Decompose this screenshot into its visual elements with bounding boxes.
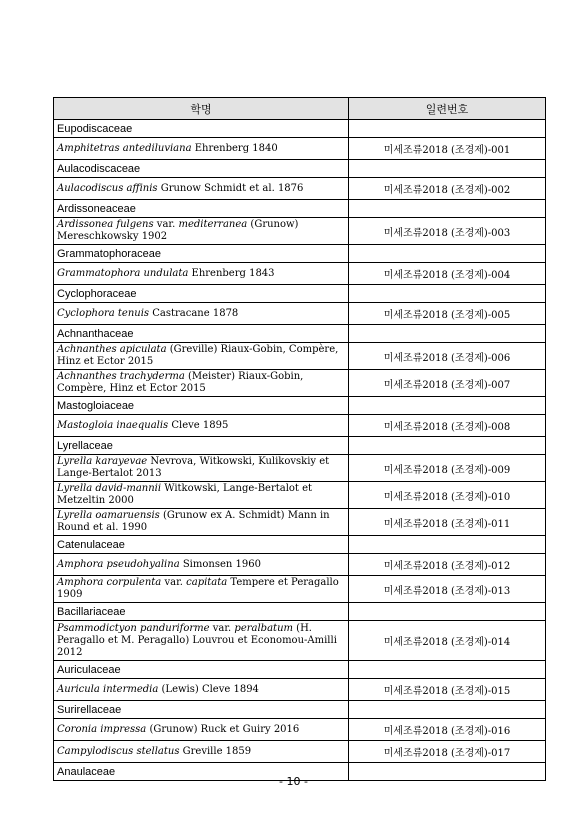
species-serial-number: 미세조류2018 (조경제)-006 [349,343,546,370]
family-row [54,536,546,554]
species-name [54,218,349,245]
family-serial-empty [349,325,546,343]
species-name [54,554,349,576]
header-serial-number: 일련번호 [349,98,546,120]
species-name [54,576,349,603]
species-serial-number: 미세조류2018 (조경제)-001 [349,138,546,160]
species-name-authority: Simonsen 1960 [179,558,261,570]
family-name: Aulacodiscaceae [54,160,349,178]
species-serial-number: 미세조류2018 (조경제)-014 [349,621,546,661]
family-serial-empty [349,437,546,455]
family-serial-empty [349,536,546,554]
species-name-italic: Lyrella karayevae [57,456,148,467]
family-serial-empty [349,285,546,303]
family-serial-empty [349,661,546,679]
species-row [54,621,546,661]
species-name-authority: Greville 1859 [179,745,252,757]
species-serial-number: 미세조류2018 (조경제)-011 [349,509,546,536]
species-name-italic: Lyrella oamaruensis [57,510,160,521]
species-serial-number: 미세조류2018 (조경제)-009 [349,455,546,482]
species-row [54,554,546,576]
family-serial-empty [349,701,546,719]
species-name-italic: Amphora pseudohyalina [57,558,180,570]
family-name: Anaulaceae [54,763,349,781]
species-name-italic: Coronia impressa [57,723,147,735]
family-name: Grammatophoraceae [54,245,349,263]
family-row [54,701,546,719]
species-name [54,455,349,482]
family-name: Mastogloiaceae [54,397,349,415]
species-serial-number: 미세조류2018 (조경제)-013 [349,576,546,603]
species-row [54,178,546,200]
family-row [54,325,546,343]
species-name-italic: mediterranea [178,219,248,230]
species-name-italic: Amphitetras antediluviana [57,142,192,154]
species-name-italic: Achnanthes apiculata [57,344,167,355]
page-number: - 10 - [279,775,308,788]
family-serial-empty [349,245,546,263]
species-name-authority: (Grunow) Ruck et Guiry 2016 [146,723,300,735]
species-serial-number: 미세조류2018 (조경제)-016 [349,719,546,741]
family-serial-empty [349,160,546,178]
species-name-italic: Ardissonea fulgens [57,219,154,230]
family-serial-empty [349,603,546,621]
table-header-row [54,98,546,120]
species-row [54,741,546,763]
species-serial-number: 미세조류2018 (조경제)-010 [349,482,546,509]
species-serial-number: 미세조류2018 (조경제)-007 [349,370,546,397]
species-name-italic: Mastogloia inaequalis [57,419,169,431]
species-name-italic: Achnanthes trachyderma [57,371,185,382]
family-row [54,200,546,218]
family-name: Cyclophoraceae [54,285,349,303]
species-row [54,138,546,160]
species-name-italic: Aulacodiscus affinis [57,182,158,194]
species-name-authority: Grunow Schmidt et al. 1876 [157,182,304,194]
species-row [54,576,546,603]
species-name-authority: var. [153,219,179,230]
family-name: Lyrellaceae [54,437,349,455]
species-name-authority: (Grunow) Mereschkowsky 1902 [57,219,299,242]
species-name [54,509,349,536]
family-name: Bacillariaceae [54,603,349,621]
species-name-authority: Nevrova, Witkowski, Kulikovskiy et Lange-Bertalot 2013 [57,456,330,479]
species-name [54,719,349,741]
species-name-authority: (Lewis) Cleve 1894 [158,683,259,695]
species-serial-number: 미세조류2018 (조경제)-017 [349,741,546,763]
species-serial-number: 미세조류2018 (조경제)-008 [349,415,546,437]
family-row [54,285,546,303]
species-row [54,263,546,285]
species-name-authority: Castracane 1878 [149,307,239,319]
species-row [54,303,546,325]
species-name-authority: Ehrenberg 1840 [191,142,278,154]
species-name-authority: (Grunow ex A. Schmidt) Mann in Round et al. 1990 [57,510,330,533]
species-name [54,263,349,285]
species-row [54,509,546,536]
family-serial-empty [349,397,546,415]
species-row [54,455,546,482]
species-table [53,97,546,781]
species-name [54,303,349,325]
family-row [54,437,546,455]
family-name: Eupodiscaceae [54,120,349,138]
species-name [54,178,349,200]
species-name [54,482,349,509]
species-row [54,679,546,701]
species-name-italic: Psammodictyon panduriforme [57,622,210,634]
family-row [54,160,546,178]
species-serial-number: 미세조류2018 (조경제)-002 [349,178,546,200]
species-row [54,218,546,245]
species-serial-number: 미세조류2018 (조경제)-012 [349,554,546,576]
species-name-italic: Cyclophora tenuis [57,307,150,319]
species-name-authority: Tempere et Peragallo 1909 [57,577,339,600]
family-serial-empty [349,200,546,218]
table-body [54,120,546,781]
species-name [54,415,349,437]
species-name-authority: var. [161,577,187,588]
species-name-italic: Amphora corpulenta [57,577,162,588]
species-row [54,370,546,397]
family-name: Auriculaceae [54,661,349,679]
family-row [54,603,546,621]
family-row [54,397,546,415]
species-row [54,482,546,509]
species-row [54,719,546,741]
family-name: Ardissoneaceae [54,200,349,218]
species-name [54,343,349,370]
species-name-authority: var. [209,622,235,634]
species-name [54,370,349,397]
header-scientific-name: 학명 [54,98,349,120]
species-serial-number: 미세조류2018 (조경제)-015 [349,679,546,701]
species-name-authority: (Greville) Riaux-Gobin, Compère, Hinz et Ector 2015 [57,344,339,367]
family-name: Catenulaceae [54,536,349,554]
family-row [54,245,546,263]
family-name: Achnanthaceae [54,325,349,343]
species-name-italic: Lyrella david-mannii [57,483,162,494]
species-name-italic: peralbatum [234,622,293,634]
species-serial-number: 미세조류2018 (조경제)-003 [349,218,546,245]
species-name [54,621,349,661]
species-row [54,343,546,370]
species-name-authority: Ehrenberg 1843 [188,267,275,279]
species-name-authority: (H. Peragallo et M. Peragallo) Louvrou et Economou-Amilli 2012 [57,622,337,658]
species-name-authority: (Meister) Riaux-Gobin, Compère, Hinz et Ector 2015 [57,371,304,394]
species-row [54,415,546,437]
species-name [54,741,349,763]
species-name-authority: Cleve 1895 [168,419,229,431]
family-row [54,120,546,138]
species-name-italic: capitata [186,577,228,588]
species-name [54,679,349,701]
family-name: Surirellaceae [54,701,349,719]
species-name-italic: Campylodiscus stellatus [57,745,180,757]
species-serial-number: 미세조류2018 (조경제)-005 [349,303,546,325]
species-serial-number: 미세조류2018 (조경제)-004 [349,263,546,285]
family-row [54,661,546,679]
species-name-italic: Auricula intermedia [57,683,159,695]
species-name [54,138,349,160]
species-name-authority: Witkowski, Lange-Bertalot et Metzeltin 2000 [57,483,313,506]
family-serial-empty [349,120,546,138]
species-name-italic: Grammatophora undulata [57,267,189,279]
